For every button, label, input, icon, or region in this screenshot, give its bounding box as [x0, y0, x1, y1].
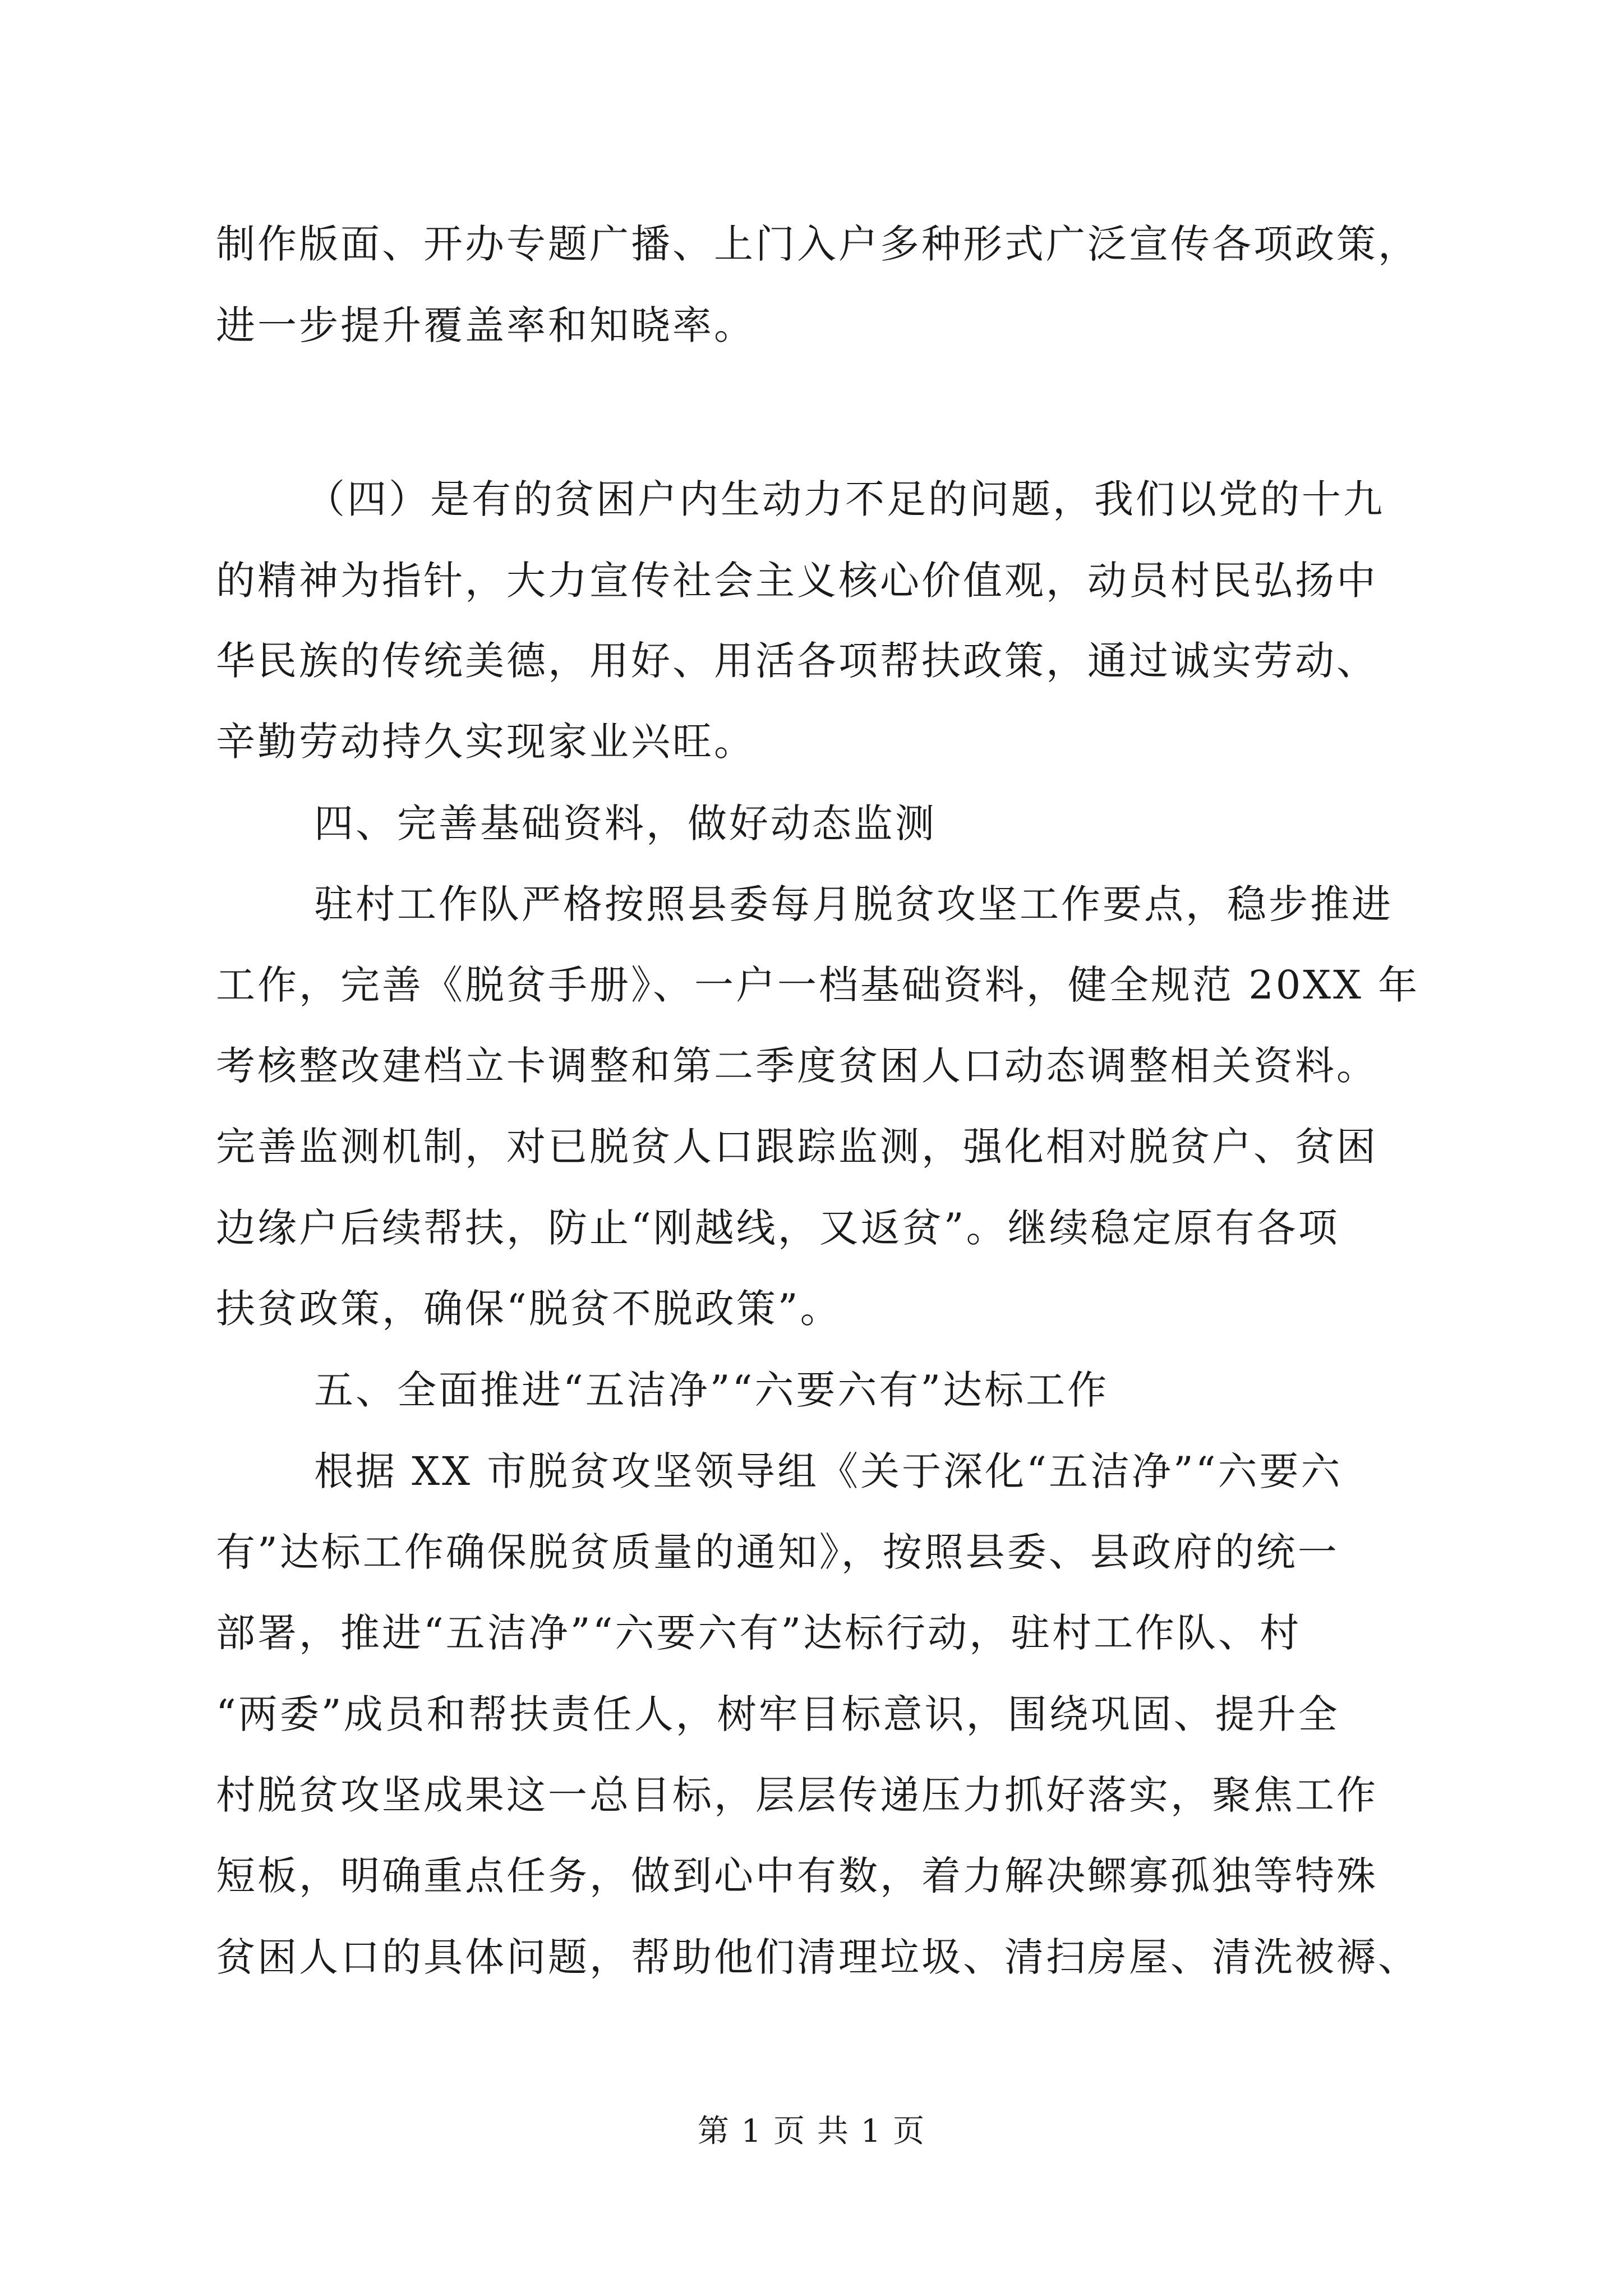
text-line: “两委”成员和帮扶责任人，树牢目标意识，围绕巩固、提升全	[216, 1691, 1340, 1737]
text-line: 短板，明确重点任务，做到心中有数，着力解决鳏寡孤独等特殊	[216, 1853, 1378, 1899]
text-line: 的精神为指针，大力宣传社会主义核心价值观，动员村民弘扬中	[216, 558, 1378, 604]
text-line: 进一步提升覆盖率和知晓率。	[216, 302, 755, 348]
text-line: 有”达标工作确保脱贫质量的通知》，按照县委、县政府的统一	[216, 1529, 1339, 1575]
page-number-footer: 第 1 页 共 1 页	[697, 2113, 926, 2150]
text-line: 辛勤劳动持久实现家业兴旺。	[216, 719, 755, 765]
text-line: （四）是有的贫困户内生动力不足的问题，我们以党的十九	[306, 476, 1385, 522]
text-line: 村脱贫攻坚成果这一总目标，层层传递压力抓好落实，聚焦工作	[216, 1772, 1378, 1818]
text-line: 制作版面、开办专题广播、上门入户多种形式广泛宣传各项政策，	[216, 221, 1419, 267]
text-line: 部署，推进“五洁净”“六要六有”达标行动，驻村工作队、村	[216, 1610, 1302, 1656]
section-heading: 五、全面推进“五洁净”“六要六有”达标工作	[314, 1367, 1109, 1413]
text-line: 扶贫政策，确保“脱贫不脱政策”。	[216, 1286, 842, 1332]
text-line: 完善监测机制，对已脱贫人口跟踪监测，强化相对脱贫户、贫困	[216, 1124, 1378, 1170]
text-line: 贫困人口的具体问题，帮助他们清理垃圾、清扫房屋、清洗被褥、	[216, 1934, 1419, 1980]
text-line: 根据 XX 市脱贫攻坚领导组《关于深化“五洁净”“六要六	[314, 1448, 1343, 1494]
text-line: 考核整改建档立卡调整和第二季度贫困人口动态调整相关资料。	[216, 1043, 1378, 1089]
section-heading: 四、完善基础资料，做好动态监测	[314, 800, 937, 846]
text-line: 华民族的传统美德，用好、用活各项帮扶政策，通过诚实劳动、	[216, 638, 1378, 684]
text-line: 边缘户后续帮扶，防止“刚越线，又返贫”。继续稳定原有各项	[216, 1205, 1340, 1251]
text-line: 驻村工作队严格按照县委每月脱贫攻坚工作要点，稳步推进	[314, 881, 1393, 927]
text-line: 工作，完善《脱贫手册》、一户一档基础资料，健全规范 20XX 年	[216, 962, 1420, 1008]
